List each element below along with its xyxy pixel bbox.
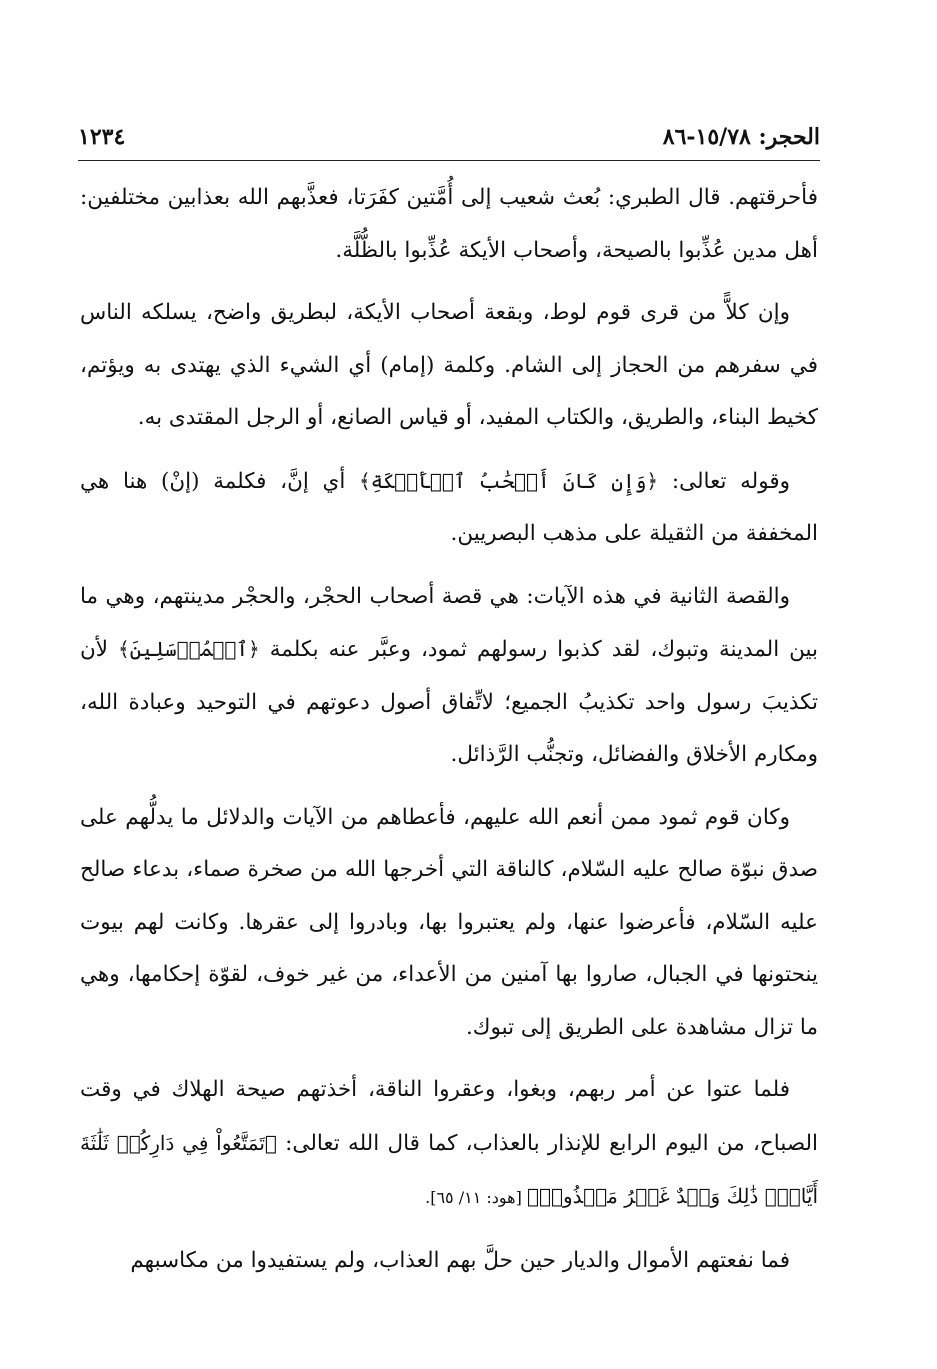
paragraph-3 [80,455,818,561]
page-body [80,172,818,1297]
page-number: ١٢٣٤ [78,124,126,150]
running-head [78,118,820,158]
quran-word-al-mursalin: ﴿ٱلۡمُرۡسَلِينَ﴾ [118,637,260,661]
paragraph-3-text-start: وقوله تعالى: [658,468,790,494]
paragraph-5: وكان قوم ثمود ممن أنعم الله عليهم، فأعطاهم من الآيات والدلائل ما يدلُّهم على صدق نبوّة صالح عليه السّلام، كالناقة التي أخرجها الله من صخرة صماء، بدعاء صالح عليه السّلام، فأعرضوا عنها، ولم يعتبروا بها، وبادروا إلى عقرها. وكانت لهم بيوت ينحتونها في الجبال، صاروا بها آمنين من الأعداء، من غير خوف، لقوّة إحكامها، وهي ما تزال مشاهدة على الطريق إلى تبوك. [80,804,818,1040]
paragraph-4 [80,571,818,782]
quran-reference: [هود: ١١/ ٦٥]. [425,1188,527,1207]
paragraph-6 [80,1064,818,1225]
paragraph-4-text-end: لأن تكذيبَ رسول واحد تكذيبُ الجميع؛ لاتِّفاق أصول دعوتهم في التوحيد وعبادة الله، ومكارم الأخلاق والفضائل، وتجنُّب الرَّذائل. [80,637,818,767]
paragraph-4-text-start: والقصة الثانية في هذه الآيات: هي قصة أصحاب الحجْر، والحجْر مدينتهم، وهي ما بين المدينة وتبوك، لقد كذبوا رسولهم ثمود، وعبَّر عنه بكلمة [80,583,818,662]
paragraph-2: وإن كلاًّ من قرى قوم لوط، وبقعة أصحاب الأيكة، لبطريق واضح، يسلكه الناس في سفرهم من الحجاز إلى الشام. وكلمة (إمام) أي الشيء الذي يهتدى به ويؤتم، كخيط البناء، والطريق، والكتاب المفيد، أو قياس الصانع، أو الرجل المقتدى به. [80,300,818,430]
quran-verse-al-aykah: ﴿وَإِن كَانَ أَصۡحَٰبُ ٱلۡأَيۡكَةِ﴾ [359,468,659,493]
header-divider [78,160,820,161]
paragraph-1: فأحرقتهم. قال الطبري: بُعث شعيب إلى أُمَّتين كفَرَتا، فعذَّبهم الله بعذابين مختلفين: أهل مدين عُذِّبوا بالصيحة، وأصحاب الأيكة عُذِّبوا بالظُّلَّة. [80,185,818,263]
quran-verse-hud: ﴿تَمَتَّعُواْ فِي دَارِكُمۡ ثَلَٰثَةَ أَيَّامٖۖ ذَٰلِكَ وَعۡدٌ غَيۡرُ مَكۡذُوبٖ﴾ [80,1130,818,1208]
paragraph-3-text-end: أي إنَّ، فكلمة (إنْ) هنا هي المخففة من الثقيلة على مذهب البصريين. [80,468,818,546]
chapter-reference: الحجر: ١٥/٧٨-٨٦ [662,124,820,150]
paragraph-7: فما نفعتهم الأموال والديار حين حلَّ بهم العذاب، ولم يستفيدوا من مكاسبهم [130,1247,790,1273]
paragraph-6-text-start: فلما عتوا عن أمر ربهم، وبغوا، وعقروا الناقة، أخذتهم صيحة الهلاك في وقت الصباح، من اليوم الرابع للإنذار بالعذاب، كما قال الله تعالى: [80,1077,818,1156]
